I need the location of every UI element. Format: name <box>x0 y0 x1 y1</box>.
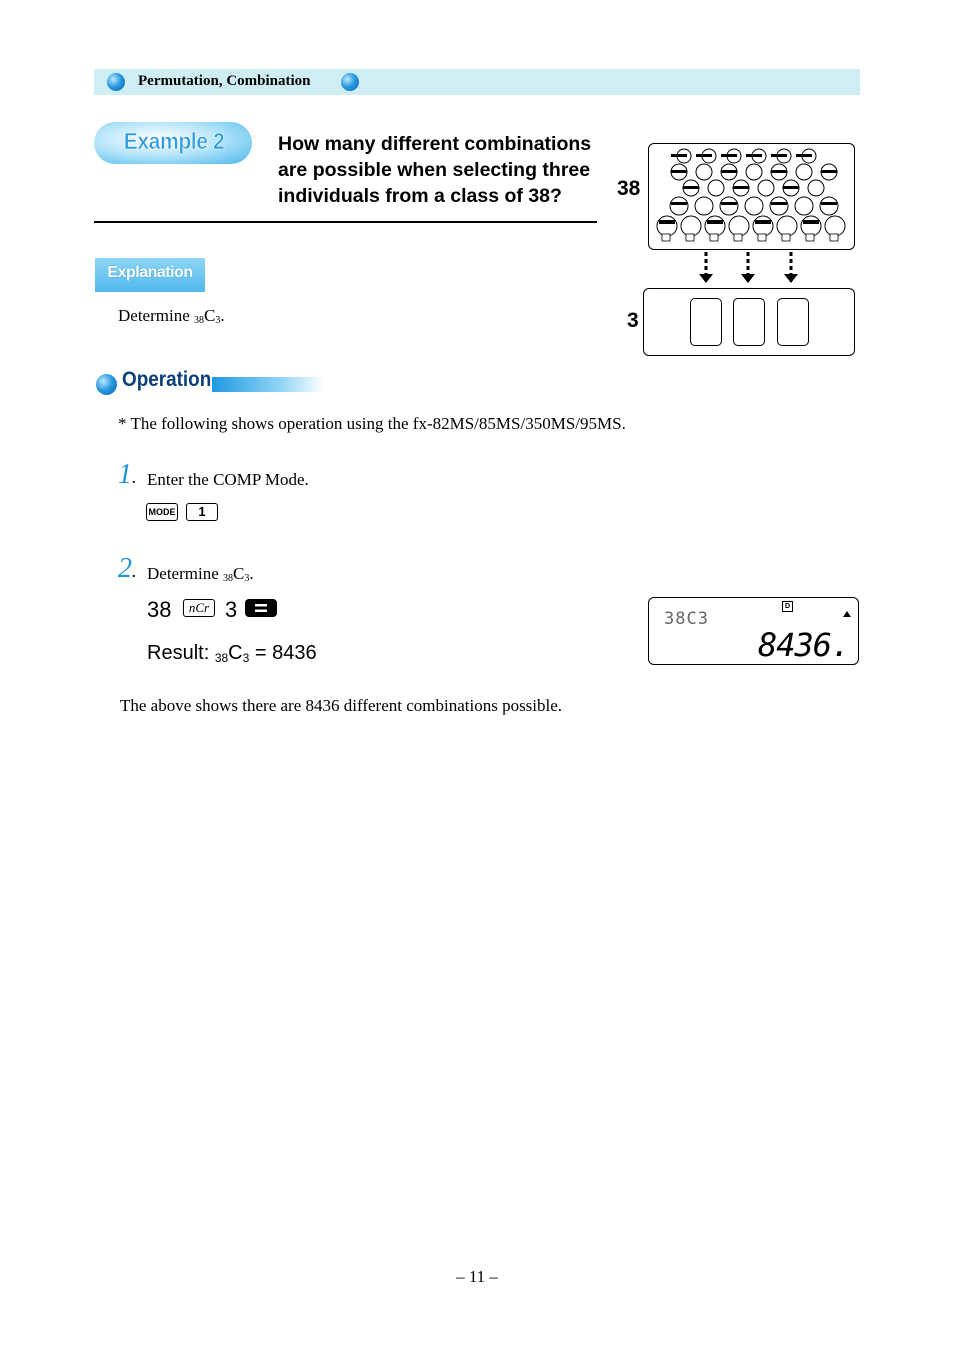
equals-key[interactable] <box>245 599 277 617</box>
step-text: Enter the COMP Mode. <box>147 470 309 489</box>
selection-slot <box>777 298 809 346</box>
operation-title: Operation <box>122 368 212 391</box>
bullet-ball-icon <box>341 73 359 91</box>
section-title: Permutation, Combination <box>138 73 311 89</box>
example-question: How many different combinations are possible when selecting three individuals from a class of 38? <box>278 133 592 207</box>
step-number: 2. <box>118 553 137 584</box>
display-result: 8436. <box>758 626 850 664</box>
ncr-key[interactable]: nCr <box>183 599 215 617</box>
step-text: Determine $_{38}C_3$. <box>147 564 254 584</box>
conclusion-text: The above shows there are 8436 different combinations possible. <box>120 696 563 715</box>
class-illustration <box>648 143 855 250</box>
students-crowd-icon <box>649 144 854 249</box>
example-badge-label: Example 2 <box>123 128 225 154</box>
class-size-label: 38 <box>617 177 641 200</box>
mode-key[interactable]: MODE <box>146 503 178 521</box>
display-expression: 38C3 <box>664 609 709 629</box>
step-result: Result: $_{38}C_3 = 8436$ <box>147 642 317 665</box>
selection-arrows-icon <box>695 250 805 286</box>
equals-icon <box>246 600 276 616</box>
selection-slot <box>690 298 722 346</box>
operation-ball-icon <box>96 374 117 395</box>
key-1[interactable]: 1 <box>186 503 218 521</box>
explanation-text: Determine $_{38}C_3$. <box>118 306 225 326</box>
bullet-ball-icon <box>107 73 125 91</box>
step-number: 1. <box>118 459 137 490</box>
divider <box>94 221 597 223</box>
input-number-3: 3 <box>225 597 238 622</box>
selected-count-label: 3 <box>627 309 639 332</box>
up-arrow-indicator-icon <box>842 610 852 618</box>
page-number: – 11 – <box>456 1267 498 1286</box>
operation-note: * The following shows operation using the fx-82MS/85MS/350MS/95MS. <box>118 414 626 433</box>
operation-accent-bar <box>212 377 324 392</box>
explanation-badge-label: Explanation <box>107 264 193 281</box>
degree-indicator: D <box>782 601 793 612</box>
selection-slot <box>733 298 765 346</box>
input-number-38: 38 <box>147 597 172 622</box>
